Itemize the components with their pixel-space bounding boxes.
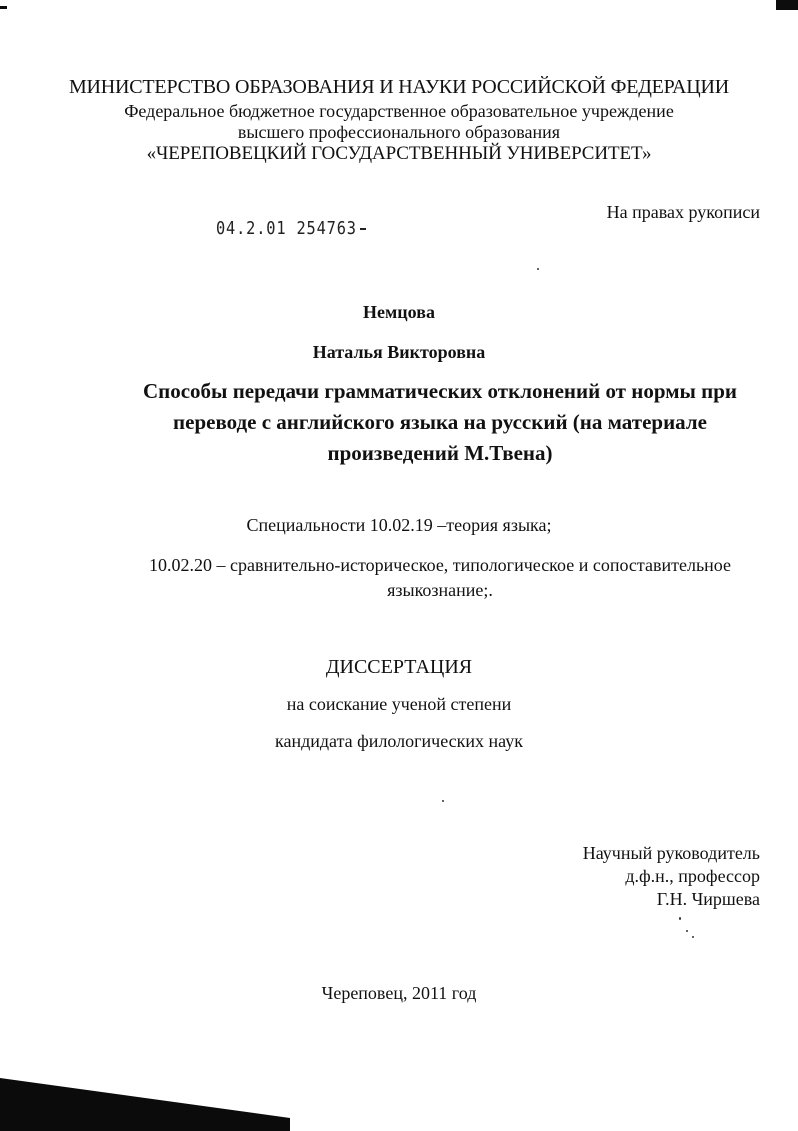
ministry-heading: МИНИСТЕРСТВО ОБРАЗОВАНИЯ И НАУКИ РОССИЙСКОЙ ФЕДЕРАЦИИ <box>68 76 730 98</box>
speck-3 <box>679 917 681 920</box>
speck-2 <box>442 800 444 802</box>
degree-line-1: на соискание ученой степени <box>286 694 512 714</box>
specialty-block <box>90 553 790 603</box>
dissertation-title <box>100 376 780 469</box>
university-name: «ЧЕРЕПОВЕЦКИЙ ГОСУДАРСТВЕННЫЙ УНИВЕРСИТЕТ» <box>146 143 652 164</box>
registration-stamp-number: 04.2.01 254763 <box>216 218 357 239</box>
author-given-names: Наталья Викторовна <box>312 342 486 362</box>
specialty-line-3: языкознание;. <box>387 580 493 600</box>
title-line-1: Способы передачи грамматических отклонений от нормы при <box>142 379 738 403</box>
supervisor-role: Научный руководитель <box>582 843 760 863</box>
scan-edge-mark-top-right <box>776 0 798 10</box>
manuscript-rights-note: На правах рукописи <box>606 202 760 222</box>
title-line-3: произведений М.Твена) <box>327 441 553 465</box>
speck-4 <box>686 930 688 932</box>
institution-line-2: высшего профессионального образования <box>237 122 561 142</box>
supervisor-block <box>583 842 760 911</box>
document-type: ДИССЕРТАЦИЯ <box>325 656 473 678</box>
place-and-year: Череповец, 2011 год <box>321 983 477 1003</box>
title-line-2: переводе с английского языка на русский (на материале <box>173 410 707 434</box>
specialty-line-2: 10.02.20 – сравнительно-историческое, типологическое и сопоставительное <box>148 555 732 575</box>
speck-1 <box>537 268 539 270</box>
specialty-line-1: Специальности 10.02.19 –теория языка; <box>246 515 552 535</box>
scan-shadow-bottom-left <box>0 1078 290 1131</box>
degree-line-2: кандидата филологических наук <box>275 731 523 751</box>
institution-line-1: Федеральное бюджетное государственное образовательное учреждение <box>124 101 674 121</box>
supervisor-name: Г.Н. Чиршева <box>656 889 760 909</box>
stamp-dash-mark <box>360 228 366 230</box>
scan-edge-mark-top-left <box>0 6 7 9</box>
author-surname: Немцова <box>363 302 435 322</box>
speck-5 <box>692 936 694 938</box>
supervisor-rank: д.ф.н., профессор <box>625 866 760 886</box>
